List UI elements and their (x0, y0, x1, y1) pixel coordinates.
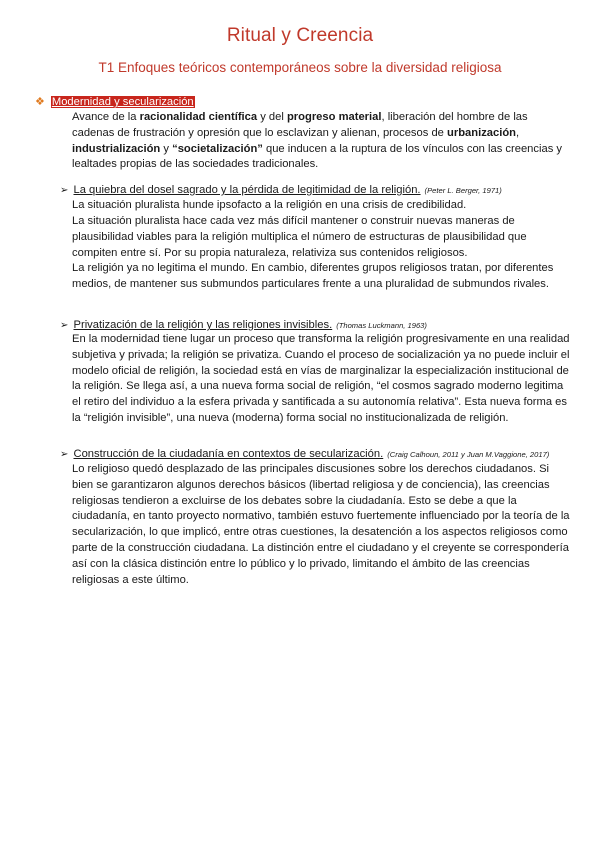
intro-emphasis: progreso material (286, 111, 382, 123)
intro-text: que inducen a la ruptura de los vínculos con las creencias y lealtades propias de las sociedades tradicionales. (72, 142, 563, 171)
subsection-paragraph: En la modernidad tiene lugar un proceso que transforma la religión progresivamente en una realidad subjetiva y privada; la religión se privatiza. Cuando el proceso de socialización ya no puede incluir el modelo oficial de religión, la sociedad está en vías de marginalizar la especialización institucional de la religión. Se llega así, a una nueva forma social de religión, “el cosmos sagrado moderno legitima el retiro del individuo a la esfera privada y santificada a su autonomía relativa”. Esta nueva forma es la “religión invisible”, una nueva (moderna) forma social no institucionalizada de religión. (72, 333, 570, 424)
intro-text: Avance de la (72, 111, 140, 123)
section-heading (35, 96, 195, 109)
intro-emphasis: industrialización (72, 142, 161, 155)
subsection-heading (60, 447, 590, 462)
subsection-citation: (Craig Calhoun, 2011 y Juan M.Vaggione, 2017) (387, 450, 550, 459)
subsection-heading (60, 318, 590, 333)
subsection-heading (60, 183, 590, 198)
subsection-citation: (Peter L. Berger, 1971) (424, 186, 502, 195)
intro-emphasis: “societalización” (172, 142, 263, 155)
arrow-bullet-icon: ➢ (60, 449, 69, 460)
subsection-title: Construcción de la ciudadanía en contextos de secularización. (73, 448, 384, 460)
subsection-paragraph: La religión ya no legitima el mundo. En cambio, diferentes grupos religiosos tratan, por diferentes medios, de mantener sus submundos particulares frente a una pluralidad de submundos rivales. (72, 262, 554, 290)
subsection-title: La quiebra del dosel sagrado y la pérdida de legitimidad de la religión. (73, 184, 421, 196)
arrow-bullet-icon: ➢ (60, 320, 69, 331)
subsection-paragraph: La situación pluralista hunde ipsofacto a la religión en una crisis de credibilidad. (72, 199, 467, 211)
subsection-paragraph: Lo religioso quedó desplazado de las principales discusiones sobre los derechos ciudadanos. Si bien se garantizaron algunos derechos básicos (libertad religiosa y de conciencia), las creencias religiosas tendieron a excluirse de los debates sobre la ciudadanía. Esto se debe a que la ciudadanía, en tanto proyecto normativo, también estuvo fuertemente influenciado por la teoría de la secularización, lo que implicó, entre otras cuestiones, la desatención a los aspectos religiosos como parte de la construcción ciudadana. La distinción entre el ciudadano y el creyente se correspondería así con la clásica distinción entre lo público y lo privado, limitando el ámbito de las creencias religiosas a este último. (72, 463, 570, 586)
intro-text: , liberación del hombre de las cadenas de frustración y opresión que lo esclavizan y alienan, procesos de (72, 111, 528, 139)
section-intro-paragraph (72, 110, 572, 173)
intro-emphasis: urbanización (447, 126, 517, 139)
subsection-paragraph: La situación pluralista hace cada vez más difícil mantener o construir nuevas maneras de plausibilidad viables para la religión multiplica el número de estructuras de plausibilidad que compiten entre sí. Por su propia naturaleza, relativiza sus contenidos religiosos. (72, 215, 527, 259)
document-title: Ritual y Creencia (226, 25, 374, 46)
arrow-bullet-icon: ➢ (60, 185, 69, 196)
document-subtitle: T1 Enfoques teóricos contemporáneos sobre la diversidad religiosa (98, 60, 502, 75)
intro-emphasis: racionalidad científica (139, 111, 258, 123)
intro-text: , (516, 126, 520, 139)
diamond-bullet-icon: ❖ (35, 96, 45, 108)
intro-text: y del (257, 111, 287, 123)
intro-text: y (160, 142, 173, 155)
subsection-citation: (Thomas Luckmann, 1963) (336, 321, 427, 330)
section-heading-label: Modernidad y secularización (51, 96, 194, 108)
subsection-title: Privatización de la religión y las religiones invisibles. (73, 319, 333, 331)
